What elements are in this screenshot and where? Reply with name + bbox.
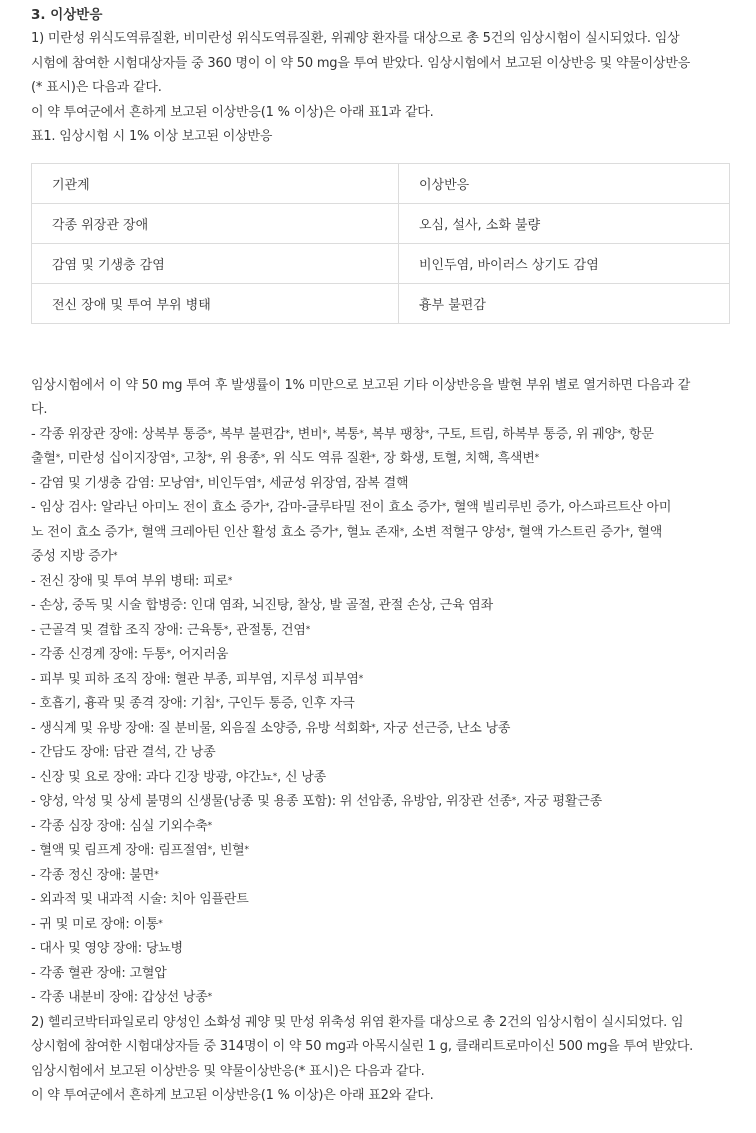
table-cell-organ: 감염 및 기생충 감염 [32,243,399,283]
other-reactions-list [31,423,730,1011]
list-item: - 각종 위장관 장애: 상복부 통증*, 복부 불편감*, 변비*, 복통*, 복부 팽창*, 구토, 트림, 하복부 통증, 위 궤양*, 항문 [31,426,654,442]
text-line: 1) 미란성 위식도역류질환, 비미란성 위식도역류질환, 위궤양 환자를 대상으로 총 5건의 임상시험이 실시되었다. 임상 [31,31,680,46]
list-item: - 생식계 및 유방 장애: 질 분비물, 외음질 소양증, 유방 석회화*, 자궁 선근증, 난소 낭종 [31,720,511,736]
list-item: - 근골격 및 결합 조직 장애: 근육통*, 관절통, 건염* [31,622,311,638]
list-item: 출혈*, 미란성 십이지장염*, 고창*, 위 용종*, 위 식도 역류 질환*, 장 화생, 토혈, 치핵, 흑색변* [31,451,539,466]
list-item: - 호흡기, 흉곽 및 종격 장애: 기침*, 구인두 통증, 인후 자극 [31,696,355,711]
list-item: - 감염 및 기생충 감염: 모낭염*, 비인두염*, 세균성 위장염, 잠복 결핵 [31,475,409,491]
list-item: - 신장 및 요로 장애: 과다 긴장 방광, 야간뇨*, 신 낭종 [31,769,326,785]
table-cell-organ: 전신 장애 및 투여 부위 병태 [32,283,399,323]
text-line: 다. [31,402,48,417]
table-row [32,283,730,323]
text-line: 이 약 투여군에서 흔하게 보고된 이상반응(1 % 이상)은 아래 표2와 같다. [31,1088,434,1103]
table-cell-reaction: 비인두염, 바이러스 상기도 감염 [399,243,730,283]
list-item: - 각종 혈관 장애: 고혈압 [31,965,167,981]
list-item: - 외과적 및 내과적 시술: 치아 임플란트 [31,892,249,907]
list-item: - 전신 장애 및 투여 부위 병태: 피로* [31,573,233,589]
table-cell-reaction: 오심, 설사, 소화 불량 [399,203,730,243]
spacer [31,324,730,374]
list-item: 노 전이 효소 증가*, 혈액 크레아틴 인산 활성 효소 증가*, 혈뇨 존재*, 소변 적혈구 양성*, 혈액 가스트린 증가*, 혈액 [31,524,663,540]
list-item: - 간담도 장애: 담관 결석, 간 낭종 [31,745,216,760]
list-item: - 대사 및 영양 장애: 당뇨병 [31,941,183,956]
intro-paragraph-2 [31,1011,730,1109]
list-item: - 각종 정신 장애: 불면* [31,867,159,883]
text-line: 임상시험에서 이 약 50 mg 투여 후 발생률이 1% 미만으로 보고된 기타 이상반응을 발현 부위 별로 열거하면 다음과 같 [31,377,691,393]
text-line: 시험에 참여한 시험대상자들 중 360 명이 이 약 50 mg을 투여 받았다. 임상시험에서 보고된 이상반응 및 약물이상반응 [31,55,691,71]
table-header-cell: 이상반응 [399,163,730,203]
list-item: - 귀 및 미로 장애: 이통* [31,916,163,932]
table-caption: 표1. 임상시험 시 1% 이상 보고된 이상반응 [31,129,273,144]
list-item: - 손상, 중독 및 시술 합병증: 인대 염좌, 뇌진탕, 찰상, 발 골절, 관절 손상, 근육 염좌 [31,598,493,613]
list-item: - 임상 검사: 알라닌 아미노 전이 효소 증가*, 감마-글루타밀 전이 효소 증가*, 혈액 빌리루빈 증가, 아스파르트산 아미 [31,500,672,515]
list-item: - 양성, 악성 및 상세 불명의 신생물(낭종 및 용종 포함): 위 선암종, 유방암, 위장관 선종*, 자궁 평활근종 [31,794,602,809]
table-cell-reaction: 흉부 불편감 [399,283,730,323]
table-row [32,243,730,283]
intro-paragraph-1 [31,27,730,150]
list-item: - 혈액 및 림프계 장애: 림프절염*, 빈혈* [31,843,249,858]
text-line: 2) 헬리코박터파일로리 양성인 소화성 궤양 및 만성 위축성 위염 환자를 대상으로 총 2건의 임상시험이 실시되었다. 임 [31,1014,684,1030]
list-item: - 각종 신경계 장애: 두통*, 어지러움 [31,647,229,662]
section-title: 3. 이상반응 [31,7,103,23]
text-line: 이 약 투여군에서 흔하게 보고된 이상반응(1 % 이상)은 아래 표1과 같다. [31,104,434,120]
adverse-reactions-table [31,163,730,324]
text-line: 상시험에 참여한 시험대상자들 중 314명이 이 약 50 mg과 아목시실린 1 g, 클래리트로마이신 500 mg을 투여 받았다. [31,1039,694,1054]
other-reactions-intro [31,374,730,423]
list-item: - 각종 내분비 장애: 갑상선 낭종* [31,990,212,1005]
list-item: - 각종 심장 장애: 심실 기외수축* [31,818,212,834]
list-item: - 피부 및 피하 조직 장애: 혈관 부종, 피부염, 지루성 피부염* [31,671,364,687]
table-cell-organ: 각종 위장관 장애 [32,203,399,243]
table-header-cell: 기관계 [32,163,399,203]
list-item: 중성 지방 증가* [31,549,118,564]
table-header-row [32,163,730,203]
table-row [32,203,730,243]
text-line: 임상시험에서 보고된 이상반응 및 약물이상반응(* 표시)은 다음과 같다. [31,1063,425,1079]
text-line: (* 표시)은 다음과 같다. [31,80,162,95]
